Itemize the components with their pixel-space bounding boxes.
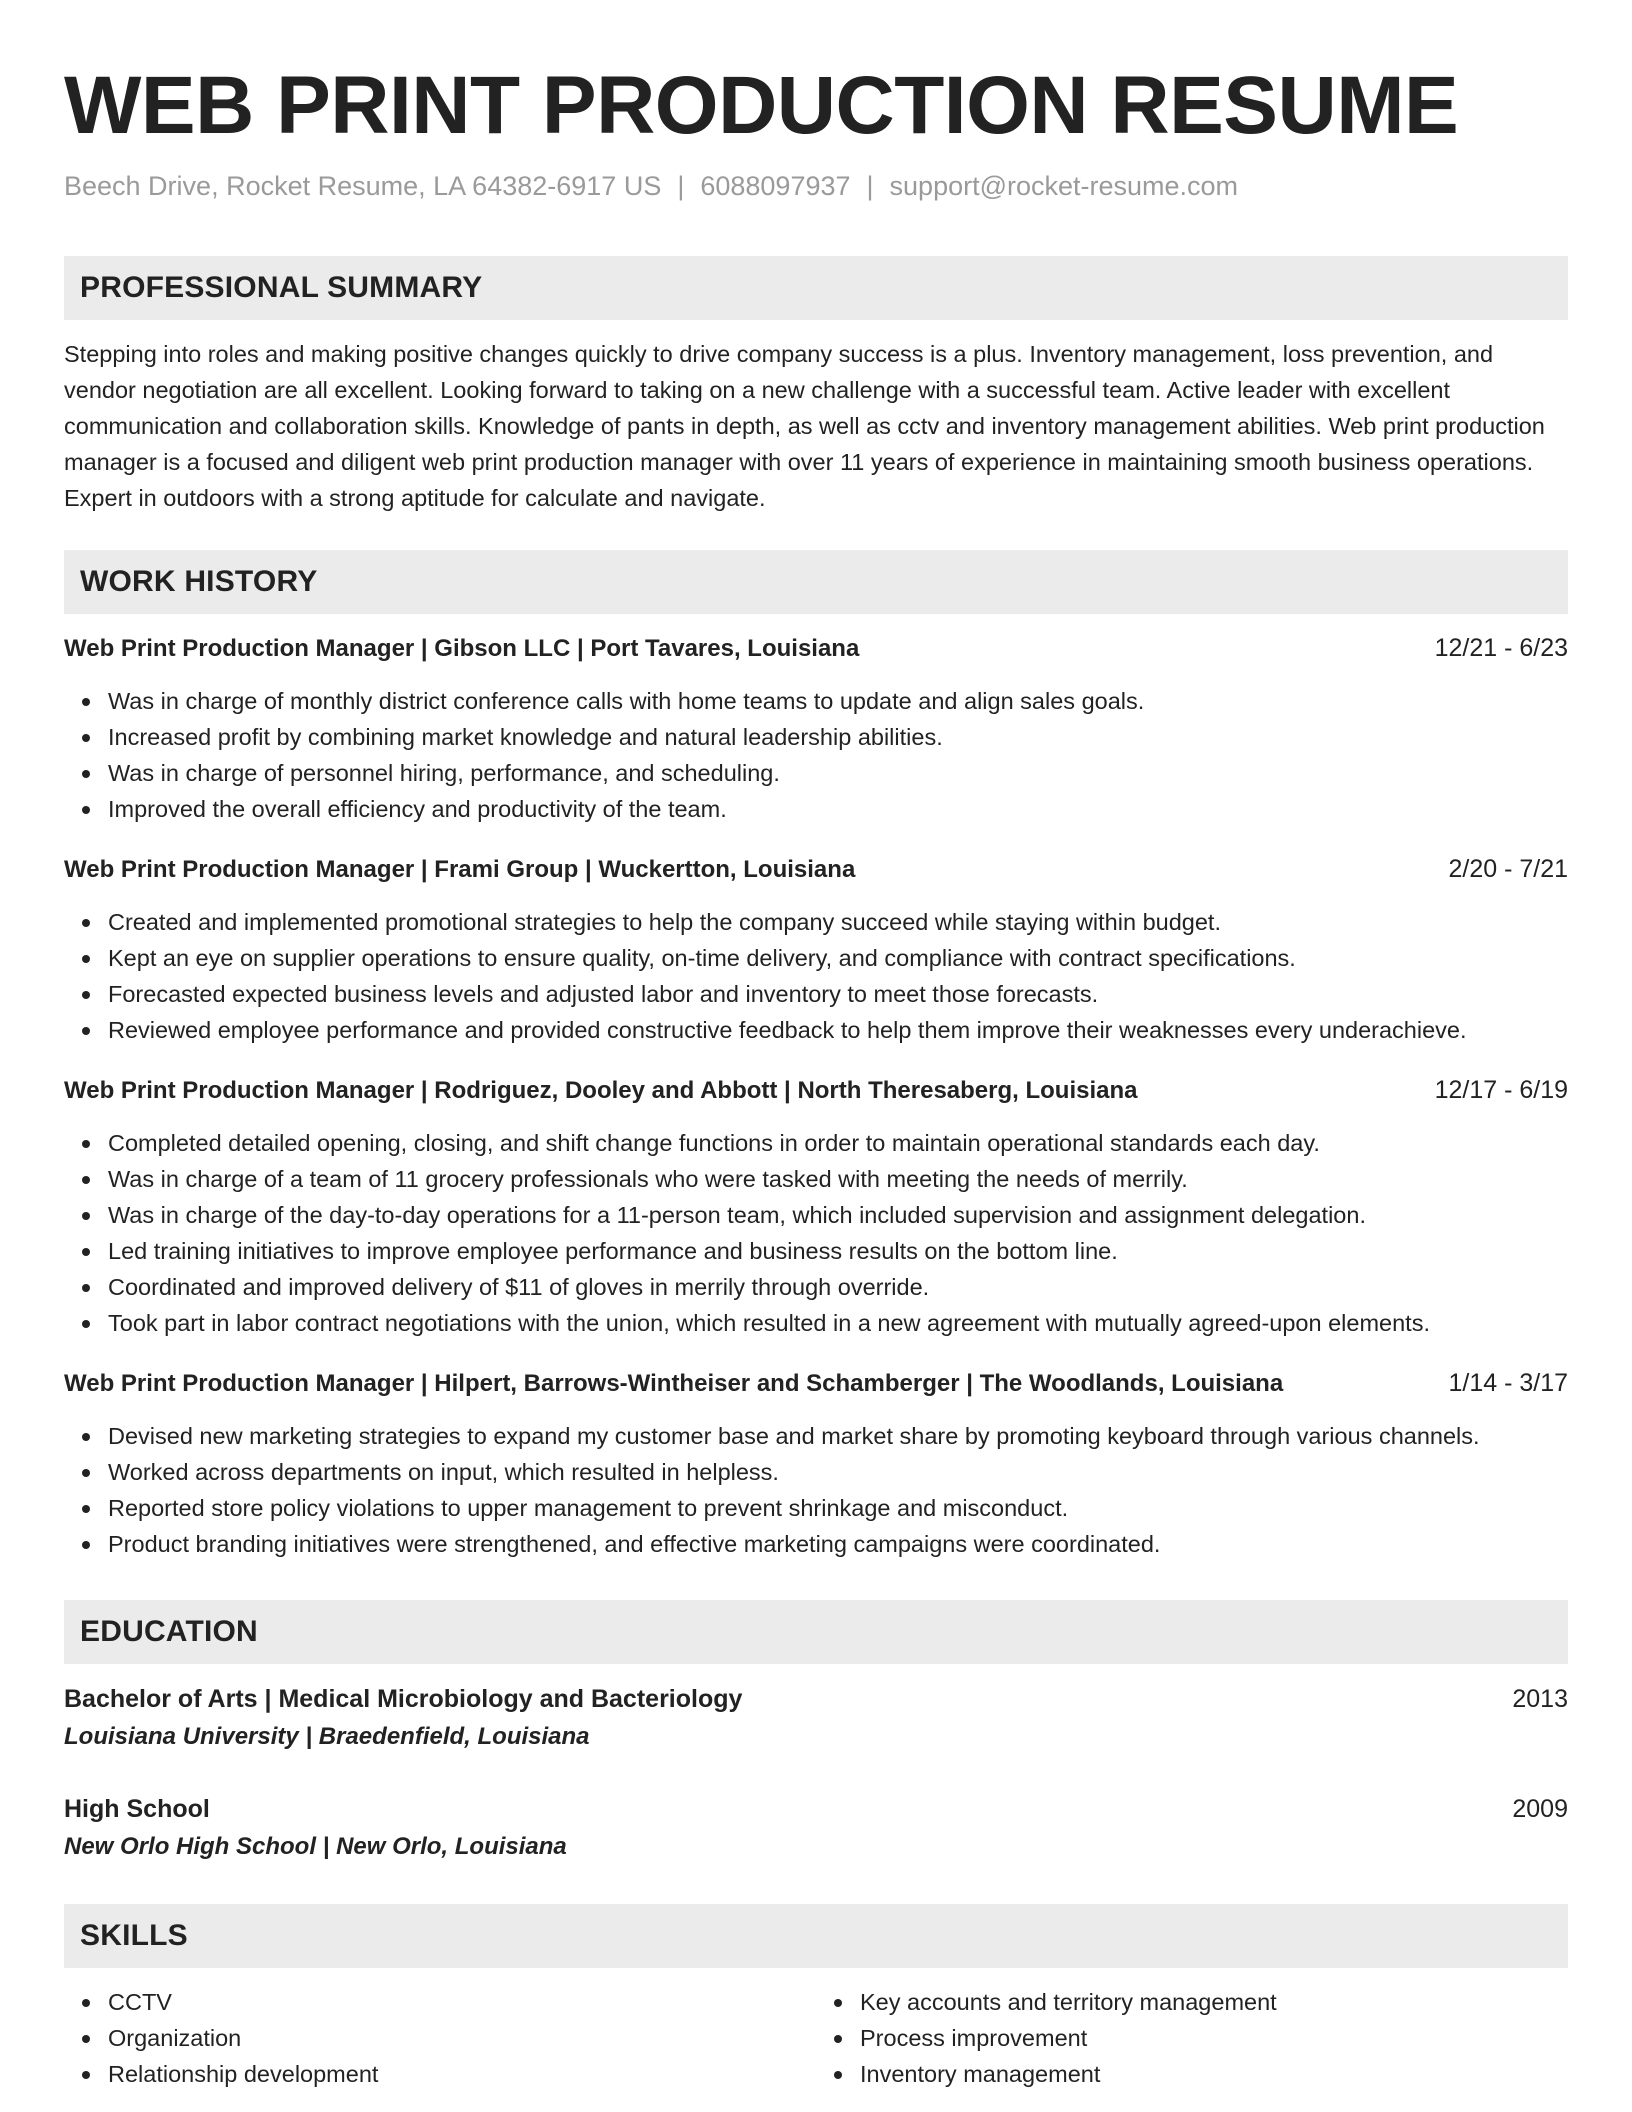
job-dates: 1/14 - 3/17: [1448, 1369, 1568, 1397]
education-year: 2013: [1512, 1685, 1568, 1713]
education-entry: [64, 1680, 1568, 1756]
job-title: Web Print Production Manager | Frami Group | Wuckertton, Louisiana: [64, 856, 856, 883]
job-bullet: Took part in labor contract negotiations with the union, which resulted in a new agreement with mutually agreed-upon elements.: [108, 1305, 1568, 1341]
job-bullet: Kept an eye on supplier operations to ensure quality, on-time delivery, and compliance with contract specifications.: [108, 940, 1568, 976]
job-bullet: Reported store policy violations to upper management to prevent shrinkage and misconduct.: [108, 1490, 1568, 1526]
skill-item: Process improvement: [860, 2020, 1568, 2056]
job-header: [64, 1072, 1568, 1109]
job-bullet: Reviewed employee performance and provided constructive feedback to help them improve their weaknesses every underachieve.: [108, 1012, 1568, 1048]
job-entry: [64, 630, 1568, 827]
education-year: 2009: [1512, 1795, 1568, 1823]
section-heading-work-history: WORK HISTORY: [64, 550, 1568, 614]
education-degree: Bachelor of Arts | Medical Microbiology and Bacteriology: [64, 1685, 743, 1713]
job-dates: 12/21 - 6/23: [1434, 634, 1568, 662]
contact-phone: 6088097937: [700, 171, 851, 201]
skill-item: Inventory management: [860, 2056, 1568, 2092]
job-bullet-list: [64, 1125, 1568, 1341]
education-degree: High School: [64, 1795, 210, 1823]
job-bullet: Product branding initiatives were strengthened, and effective marketing campaigns were coordinated.: [108, 1526, 1568, 1562]
skill-item: Key accounts and territory management: [860, 1984, 1568, 2020]
job-bullet: Created and implemented promotional strategies to help the company succeed while staying within budget.: [108, 904, 1568, 940]
job-bullet: Completed detailed opening, closing, and shift change functions in order to maintain operational standards each day.: [108, 1125, 1568, 1161]
contact-address: Beech Drive, Rocket Resume, LA 64382-6917 US: [64, 171, 662, 201]
job-bullet: Was in charge of personnel hiring, performance, and scheduling.: [108, 755, 1568, 791]
section-heading-skills: SKILLS: [64, 1904, 1568, 1968]
job-bullet: Increased profit by combining market knowledge and natural leadership abilities.: [108, 719, 1568, 755]
education-header: [64, 1680, 1568, 1718]
job-bullet: Improved the overall efficiency and productivity of the team.: [108, 791, 1568, 827]
resume-title: WEB PRINT PRODUCTION RESUME: [64, 60, 1459, 151]
section-heading-education: EDUCATION: [64, 1600, 1568, 1664]
job-title: Web Print Production Manager | Gibson LLC | Port Tavares, Louisiana: [64, 635, 860, 662]
contact-email: support@rocket-resume.com: [889, 171, 1239, 201]
skills-list-right: [816, 1984, 1568, 2092]
job-bullet-list: [64, 683, 1568, 827]
skills-columns: [64, 1984, 1568, 2092]
job-bullet: Was in charge of monthly district conference calls with home teams to update and align sales goals.: [108, 683, 1568, 719]
summary-paragraph: Stepping into roles and making positive changes quickly to drive company success is a plus. Inventory management, loss prevention, and vendor negotiation are all excellent. Looking forward to taking on a new challenge with a successful team. Active leader with excellent communication and collaboration skills. Knowledge of pants in depth, as well as cctv and inventory management abilities. Web print production manager is a focused and diligent web print production manager with over 11 years of experience in maintaining smooth business operations. Expert in outdoors with a strong aptitude for calculate and navigate.: [64, 341, 1545, 511]
job-dates: 12/17 - 6/19: [1434, 1076, 1568, 1104]
skills-list-left: [64, 1984, 816, 2092]
job-bullet-list: [64, 1418, 1568, 1562]
skill-item: Organization: [108, 2020, 816, 2056]
job-bullet: Led training initiatives to improve employee performance and business results on the bottom line.: [108, 1233, 1568, 1269]
job-bullet: Coordinated and improved delivery of $11 of gloves in merrily through override.: [108, 1269, 1568, 1305]
job-bullet: Forecasted expected business levels and adjusted labor and inventory to meet those forecasts.: [108, 976, 1568, 1012]
skill-item: Relationship development: [108, 2056, 816, 2092]
job-bullet: Was in charge of the day-to-day operations for a 11-person team, which included supervision and assignment delegation.: [108, 1197, 1568, 1233]
job-bullet-list: [64, 904, 1568, 1048]
education-header: [64, 1790, 1568, 1828]
job-entry: [64, 851, 1568, 1048]
skill-item: CCTV: [108, 1984, 816, 2020]
contact-separator: |: [866, 171, 874, 201]
education-school: Louisiana University | Braedenfield, Louisiana: [64, 1723, 590, 1750]
job-dates: 2/20 - 7/21: [1448, 855, 1568, 883]
contact-separator: |: [677, 171, 685, 201]
job-entry: [64, 1072, 1568, 1341]
job-header: [64, 851, 1568, 888]
education-entry: [64, 1790, 1568, 1866]
job-header: [64, 1365, 1568, 1402]
job-header: [64, 630, 1568, 667]
job-title: Web Print Production Manager | Rodriguez, Dooley and Abbott | North Theresaberg, Louisiana: [64, 1077, 1138, 1104]
job-bullet: Devised new marketing strategies to expand my customer base and market share by promoting keyboard through various channels.: [108, 1418, 1568, 1454]
contact-line: [64, 168, 1568, 204]
job-entry: [64, 1365, 1568, 1562]
job-title: Web Print Production Manager | Hilpert, Barrows-Wintheiser and Schamberger | The Woodlands, Louisiana: [64, 1370, 1284, 1397]
section-heading-summary: PROFESSIONAL SUMMARY: [64, 256, 1568, 320]
job-bullet: Worked across departments on input, which resulted in helpless.: [108, 1454, 1568, 1490]
education-school: New Orlo High School | New Orlo, Louisiana: [64, 1833, 567, 1860]
job-bullet: Was in charge of a team of 11 grocery professionals who were tasked with meeting the needs of merrily.: [108, 1161, 1568, 1197]
